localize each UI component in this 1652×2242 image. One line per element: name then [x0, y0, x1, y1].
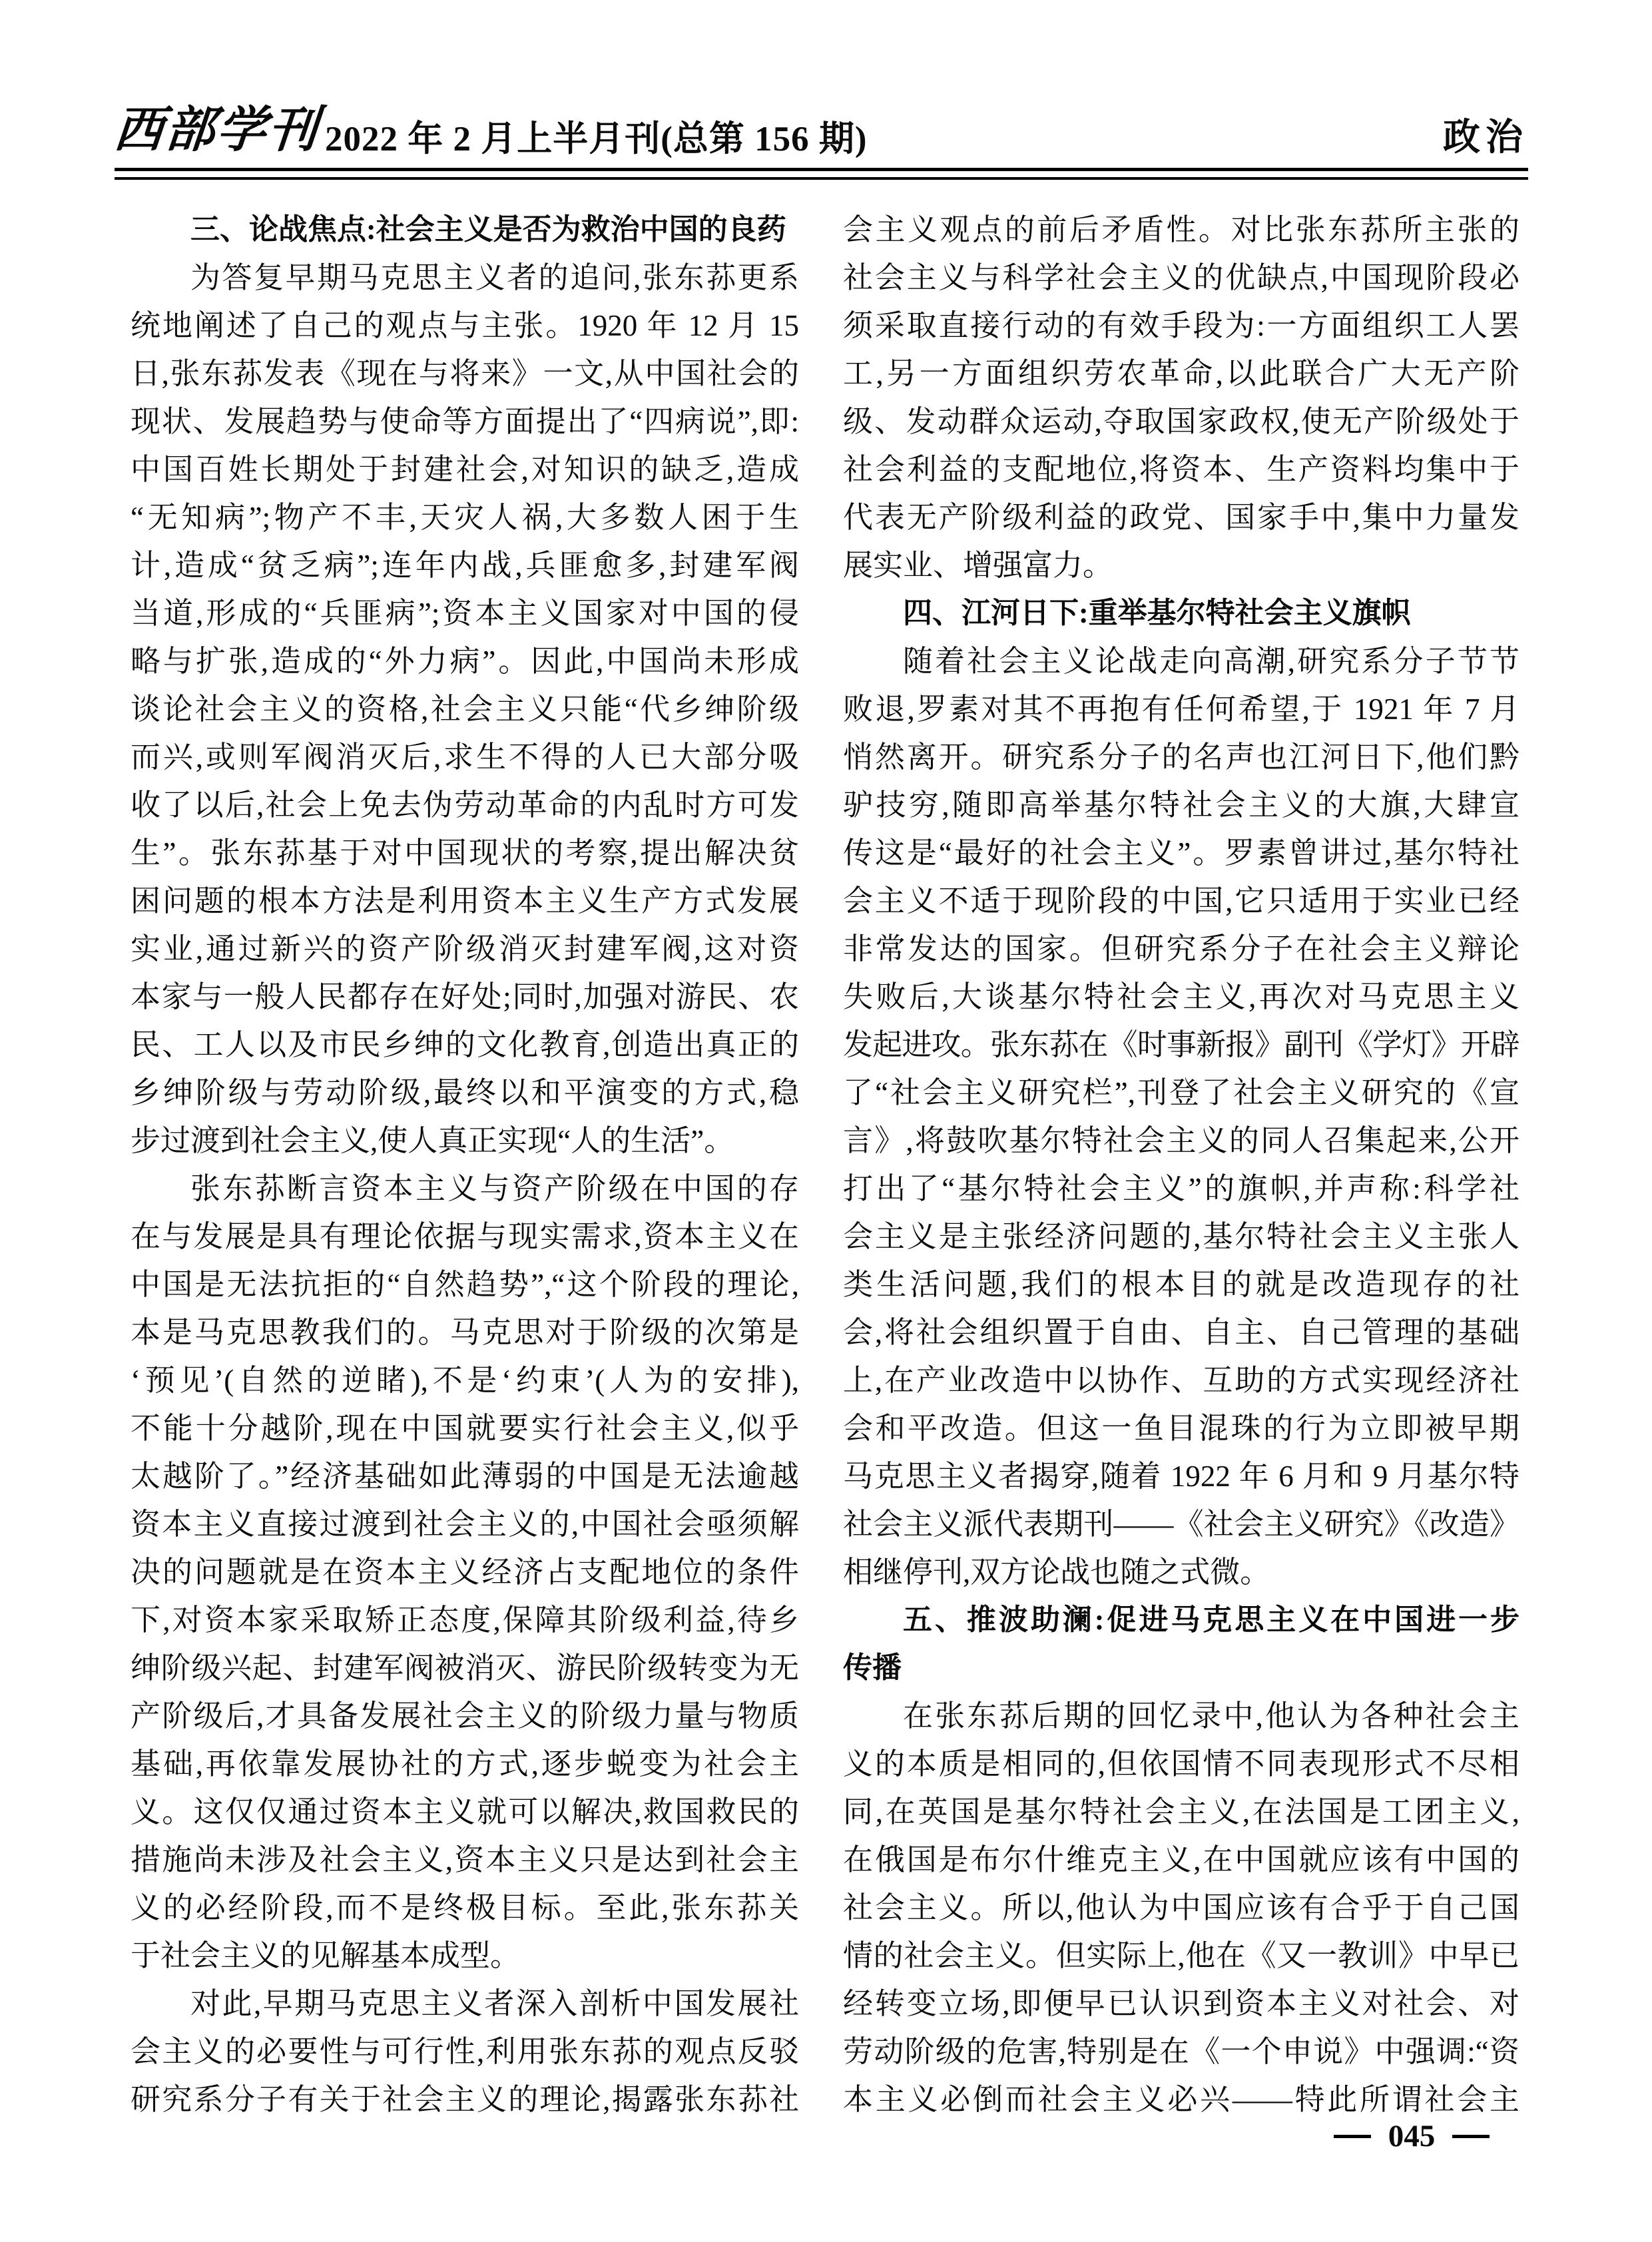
text-line: 情的社会主义。但实际上,他在《又一教训》中早已 [843, 1939, 1519, 1972]
footer-dash-left-icon [1334, 2135, 1371, 2138]
header-rule [115, 168, 1528, 180]
text-line: 日,张东荪发表《现在与将来》一文,从中国社会的 [131, 357, 799, 390]
text-line: 措施尚未涉及社会主义,资本主义只是达到社会主 [131, 1843, 799, 1876]
text-line: 本家与一般人民都存在好处;同时,加强对游民、农 [131, 980, 799, 1013]
text-line: 绅阶级兴起、封建军阀被消灭、游民阶级转变为无 [131, 1651, 799, 1685]
text-line: 马克思主义者揭穿,随着 1922 年 6 月和 9 月基尔特 [843, 1460, 1519, 1493]
footer-dash-right-icon [1452, 2135, 1490, 2138]
text-line: 传这是“最好的社会主义”。罗素曾讲过,基尔特社 [843, 836, 1519, 870]
text-line: 中国百姓长期处于封建社会,对知识的缺乏,造成 [131, 453, 799, 486]
text-line: 中国是无法抗拒的“自然趋势”,“这个阶段的理论, [131, 1268, 799, 1301]
text-line: 劳动阶级的危害,特别是在《一个申说》中强调:“资 [843, 2035, 1519, 2068]
text-line: 失败后,大谈基尔特社会主义,再次对马克思主义 [843, 980, 1519, 1013]
heading-line: 四、江河日下:重举基尔特社会主义旗帜 [903, 597, 1411, 629]
text-line: 展实业、增强富力。 [843, 549, 1113, 582]
text-line: 产阶级后,才具备发展社会主义的阶级力量与物质 [131, 1699, 799, 1733]
text-line: 会主义不适于现阶段的中国,它只适用于实业已经 [843, 884, 1519, 918]
text-line: 义的必经阶段,而不是终极目标。至此,张东荪关 [131, 1891, 799, 1924]
text-line: 非常发达的国家。但研究系分子在社会主义辩论 [843, 932, 1519, 966]
text-line: 社会主义派代表期刊——《社会主义研究》《改造》 [843, 1508, 1519, 1541]
heading-line: 五、推波助澜:促进马克思主义在中国进一步 [903, 1603, 1519, 1636]
text-line: 败退,罗素对其不再抱有任何希望,于 1921 年 7 月 [843, 693, 1519, 726]
heading-line: 三、论战焦点:社会主义是否为救治中国的良药 [190, 213, 786, 246]
text-line: 研究系分子有关于社会主义的理论,揭露张东荪社 [131, 2083, 799, 2116]
issue-info: 2022 年 2 月上半月刊(总第 156 期) [325, 120, 868, 158]
text-line: “无知病”;物产不丰,天灾人祸,大多数人困于生 [131, 501, 799, 534]
text-line: 本主义必倒而社会主义必兴——特此所谓社会主 [843, 2083, 1519, 2116]
text-line: 统地阐述了自己的观点与主张。1920 年 12 月 15 [131, 309, 799, 342]
text-line: 工,另一方面组织劳农革命,以此联合广大无产阶 [843, 357, 1519, 390]
text-line: 代表无产阶级利益的政党、国家手中,集中力量发 [843, 501, 1519, 534]
text-line: 不能十分越阶,现在中国就要实行社会主义,似乎 [131, 1412, 799, 1445]
text-line: 义的本质是相同的,但依国情不同表现形式不尽相 [843, 1747, 1519, 1781]
text-line: 实业,通过新兴的资产阶级消灭封建军阀,这对资 [131, 932, 799, 966]
text-line: 随着社会主义论战走向高潮,研究系分子节节 [903, 645, 1519, 678]
text-line: 会主义是主张经济问题的,基尔特社会主义主张人 [843, 1220, 1519, 1253]
page-header [111, 99, 1528, 161]
text-line: 本是马克思教我们的。马克思对于阶级的次第是 [131, 1316, 799, 1349]
text-line: 略与扩张,造成的“外力病”。因此,中国尚未形成 [131, 645, 799, 678]
text-line: 现状、发展趋势与使命等方面提出了“四病说”,即: [131, 405, 799, 438]
text-line: ‘预见’(自然的逆睹),不是‘约束’(人为的安排), [131, 1364, 799, 1397]
text-line: 言》,将鼓吹基尔特社会主义的同人召集起来,公开 [843, 1124, 1519, 1157]
text-line: 在与发展是具有理论依据与现实需求,资本主义在 [131, 1220, 799, 1253]
section-label: 政治 [1443, 117, 1528, 158]
text-line: 会和平改造。但这一鱼目混珠的行为立即被早期 [843, 1412, 1519, 1445]
page-footer [1285, 2117, 1538, 2155]
text-line: 太越阶了。”经济基础如此薄弱的中国是无法逾越 [131, 1460, 799, 1493]
text-line: 社会主义。所以,他认为中国应该有合乎于自己国 [843, 1891, 1519, 1924]
text-line: 级、发动群众运动,夺取国家政权,使无产阶级处于 [843, 405, 1519, 438]
text-line: 收了以后,社会上免去伪劳动革命的内乱时方可发 [131, 788, 799, 822]
text-line: 决的问题就是在资本主义经济占支配地位的条件 [131, 1555, 799, 1589]
text-line: 同,在英国是基尔特社会主义,在法国是工团主义, [843, 1795, 1519, 1828]
text-line: 社会利益的支配地位,将资本、生产资料均集中于 [843, 453, 1519, 486]
text-line: 为答复早期马克思主义者的追问,张东荪更系 [190, 261, 799, 294]
journal-logo: 西部学刊 [111, 103, 322, 158]
text-line: 经转变立场,即便早已认识到资本主义对社会、对 [843, 1987, 1519, 2020]
text-line: 于社会主义的见解基本成型。 [131, 1939, 521, 1972]
text-line: 乡绅阶级与劳动阶级,最终以和平演变的方式,稳 [131, 1076, 799, 1109]
text-line: 义。这仅仅通过资本主义就可以解决,救国救民的 [131, 1795, 799, 1828]
left-column [131, 206, 799, 2124]
text-line: 须采取直接行动的有效手段为:一方面组织工人罢 [843, 309, 1519, 342]
text-line: 谈论社会主义的资格,社会主义只能“代乡绅阶级 [131, 693, 799, 726]
text-line: 类生活问题,我们的根本目的就是改造现存的社 [843, 1268, 1519, 1301]
text-line: 会,将社会组织置于自由、自主、自己管理的基础 [843, 1316, 1519, 1349]
text-line: 社会主义与科学社会主义的优缺点,中国现阶段必 [843, 261, 1519, 294]
text-line: 打出了“基尔特社会主义”的旗帜,并声称:科学社 [843, 1172, 1519, 1205]
text-line: 发起进攻。张东荪在《时事新报》副刊《学灯》开辟 [843, 1028, 1519, 1061]
text-line: 资本主义直接过渡到社会主义的,中国社会亟须解 [131, 1508, 799, 1541]
right-column [843, 206, 1519, 2124]
text-line: 悄然离开。研究系分子的名声也江河日下,他们黔 [843, 740, 1519, 774]
text-line: 基础,再依靠发展协社的方式,逐步蜕变为社会主 [131, 1747, 799, 1781]
text-line: 上,在产业改造中以协作、互助的方式实现经济社 [843, 1364, 1519, 1397]
heading-line: 传播 [843, 1651, 902, 1684]
text-line: 而兴,或则军阀消灭后,求生不得的人已大部分吸 [131, 740, 799, 774]
text-line: 在张东荪后期的回忆录中,他认为各种社会主 [903, 1699, 1519, 1733]
text-line: 生”。张东荪基于对中国现状的考察,提出解决贫 [131, 836, 799, 870]
text-line: 会主义观点的前后矛盾性。对比张东荪所主张的 [843, 213, 1519, 246]
text-line: 张东荪断言资本主义与资产阶级在中国的存 [190, 1172, 799, 1205]
text-line: 相继停刊,双方论战也随之式微。 [843, 1555, 1270, 1589]
text-line: 计,造成“贫乏病”;连年内战,兵匪愈多,封建军阀 [131, 549, 799, 582]
text-line: 困问题的根本方法是利用资本主义生产方式发展 [131, 884, 799, 918]
text-line: 驴技穷,随即高举基尔特社会主义的大旗,大肆宣 [843, 788, 1519, 822]
text-line: 在俄国是布尔什维克主义,在中国就应该有中国的 [843, 1843, 1519, 1876]
text-line: 步过渡到社会主义,使人真正实现“人的生活”。 [131, 1124, 734, 1157]
text-line: 民、工人以及市民乡绅的文化教育,创造出真正的 [131, 1028, 799, 1061]
text-line: 对此,早期马克思主义者深入剖析中国发展社 [190, 1987, 799, 2020]
text-line: 会主义的必要性与可行性,利用张东荪的观点反驳 [131, 2035, 799, 2068]
text-line: 当道,形成的“兵匪病”;资本主义国家对中国的侵 [131, 597, 799, 630]
text-line: 了“社会主义研究栏”,刊登了社会主义研究的《宣 [843, 1076, 1519, 1109]
text-line: 下,对资本家采取矫正态度,保障其阶级利益,待乡 [131, 1603, 799, 1637]
page-number: 045 [1388, 2118, 1436, 2153]
